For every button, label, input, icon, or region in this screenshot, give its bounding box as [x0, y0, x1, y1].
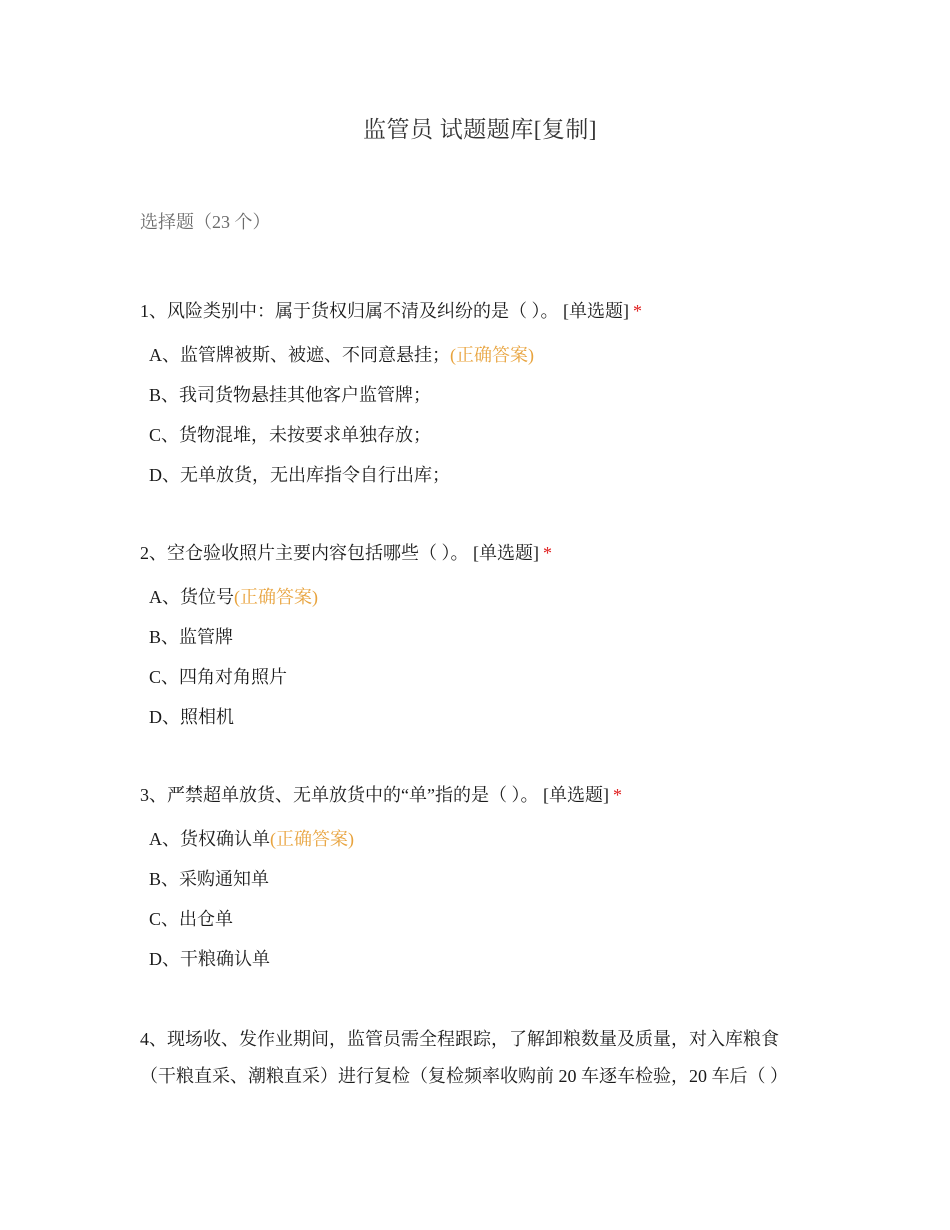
option-text: C、货物混堆，未按要求单独存放；	[149, 425, 432, 445]
option-text: A、货权确认单	[149, 829, 270, 849]
option-text: A、货位号	[149, 587, 234, 607]
option-a[interactable]	[149, 577, 820, 617]
option-text: D、无单放货，无出库指令自行出库；	[149, 465, 450, 485]
option-text: D、照相机	[149, 707, 234, 727]
option-text: C、四角对角照片	[149, 667, 288, 687]
question-stem	[140, 779, 820, 811]
page-title: 监管员 试题题库[复制]	[362, 117, 598, 142]
question-type-label: [单选题]	[563, 301, 629, 321]
question-text-line-1: 4、现场收、发作业期间，监管员需全程跟踪，了解卸粮数量及质量，对入库粮食	[140, 1029, 779, 1049]
required-mark: *	[633, 301, 642, 321]
correct-answer-label: (正确答案)	[450, 345, 534, 365]
question-text: 1、风险类别中：属于货权归属不清及纠纷的是（ ）。	[140, 301, 559, 321]
question-type-label: [单选题]	[542, 785, 609, 805]
option-d[interactable]	[149, 455, 820, 495]
option-a[interactable]	[149, 335, 820, 375]
option-d[interactable]	[149, 697, 820, 737]
question-stem	[140, 295, 820, 327]
option-b[interactable]	[149, 375, 820, 415]
option-c[interactable]	[149, 657, 820, 697]
question-2	[140, 537, 820, 737]
question-text: 3、严禁超单放货、无单放货中的“单”指的是（ ）。	[140, 785, 539, 805]
question-4	[140, 1021, 820, 1095]
question-stem	[140, 537, 820, 569]
question-type-label: [单选题]	[473, 543, 539, 563]
option-a[interactable]	[149, 819, 820, 859]
option-c[interactable]	[149, 415, 820, 455]
option-d[interactable]	[149, 939, 820, 979]
question-text: 2、空仓验收照片主要内容包括哪些（ ）。	[140, 543, 469, 563]
question-3	[140, 779, 820, 979]
option-b[interactable]	[149, 859, 820, 899]
correct-answer-label: (正确答案)	[270, 829, 354, 849]
option-b[interactable]	[149, 617, 820, 657]
option-text: D、干粮确认单	[149, 949, 270, 969]
question-stem	[140, 1021, 815, 1095]
options-list	[140, 335, 820, 495]
correct-answer-label: (正确答案)	[234, 587, 318, 607]
required-mark: *	[543, 543, 552, 563]
required-mark: *	[612, 785, 622, 805]
section-heading: 选择题（23 个）	[140, 212, 271, 232]
options-list	[140, 577, 820, 737]
options-list	[140, 819, 820, 979]
option-text: B、监管牌	[149, 627, 234, 647]
option-text: C、出仓单	[149, 909, 234, 929]
option-c[interactable]	[149, 899, 820, 939]
option-text: B、我司货物悬挂其他客户监管牌；	[149, 385, 432, 405]
question-1	[140, 295, 820, 495]
question-text-line-2: （干粮直采、潮粮直采）进行复检（复检频率收购前 20 车逐车检验，20 车后（ ）	[140, 1066, 788, 1086]
option-text: A、监管牌被斯、被遮、不同意悬挂；	[149, 345, 450, 365]
option-text: B、采购通知单	[149, 869, 270, 889]
